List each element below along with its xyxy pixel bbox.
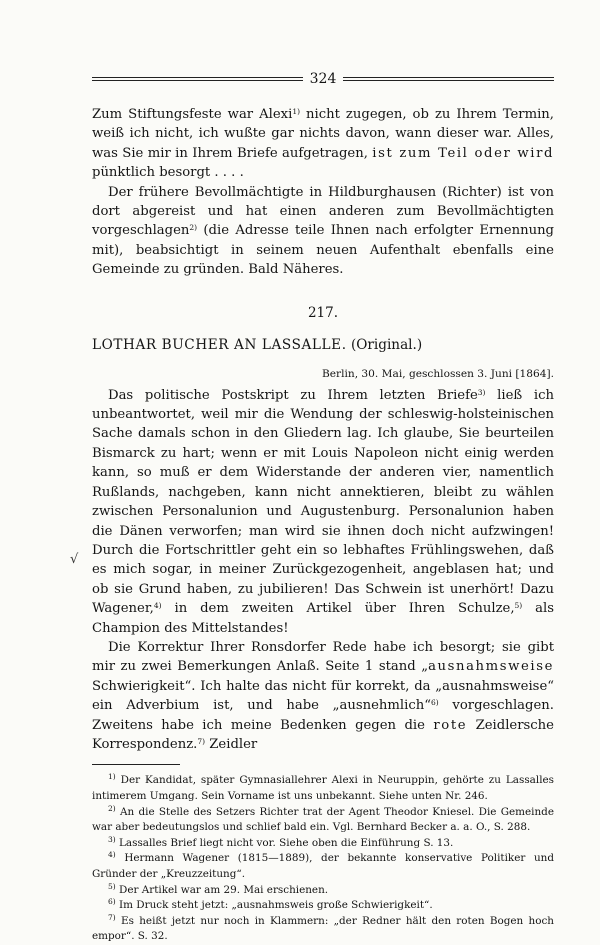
footnote-mark: 5) [108, 881, 116, 891]
footnote-ref: 7) [197, 736, 206, 746]
footnote-mark: 6) [108, 897, 116, 907]
page-number: 324 [309, 71, 337, 87]
footnote-mark: 1) [108, 772, 116, 782]
page-header [92, 68, 554, 90]
paragraph: Zum Stiftungsfeste war Alexi$^{1)}$ nicht zugegen, ob zu Ihrem Termin, weiß ich nicht, ich wußte gar nichts davon, wann dieser war. Alles, was Sie mir in Ihrem Briefe aufgetragen, ist zum Teil oder wird pünktlich besorgt . . . . [92, 107, 555, 181]
margin-check-mark: √ [70, 552, 79, 567]
footnote: $^{1)}$ Der Kandidat, später Gymnasiallehrer Alexi in Neuruppin, gehörte zu Lassalles intimerem Umgang. Sein Vorname ist uns unbekannt. Siehe unten Nr. 246. [92, 772, 554, 802]
footnote-ref: 3) [477, 387, 486, 397]
footnote: $^{2)}$ An die Stelle des Setzers Richter trat der Agent Theodor Kniesel. Die Gemeinde war aber bedeutungslos und schlief bald ein. Vgl. Bernhard Becker a. a. O., S. 288. [92, 803, 554, 834]
spaced-emphasis: rote [433, 717, 468, 733]
footnote-mark: 7) [108, 912, 116, 922]
footnote-ref: 5) [514, 601, 523, 611]
letter-number: 217. [307, 304, 339, 321]
footnote-rule [92, 764, 180, 765]
paragraph: Die Korrektur Ihrer Ronsdorfer Rede habe ich besorgt; sie gibt mir zu zwei Bemerkungen Anlaß. Seite 1 stand „ausnahmsweise Schwierigkeit“. Ich halte das nicht für korrekt, da „ausnahmsweise“ ein Adverbium ist, und habe „ausnehmlich“$^{6)}$ vorgeschlagen. Zweitens habe ich meine Bedenken gegen die rote Zeidlersche Korrespondenz.$^{7)}$ Zeidler [92, 639, 554, 752]
footnote-ref: 2) [189, 223, 198, 233]
page [92, 68, 554, 945]
header-rule-left [92, 77, 303, 81]
letter-source: (Original.) [350, 336, 423, 353]
footnote: $^{3)}$ Lassalles Brief liegt nicht vor. Siehe oben die Einführung S. 13. [108, 834, 454, 849]
footnote-mark: 4) [108, 850, 116, 860]
spaced-emphasis: ist zum Teil oder wird [372, 145, 555, 161]
paragraph: Das politische Postskript zu Ihrem letzten Briefe$^{3)}$ ließ ich unbeantwortet, weil mir die Wendung der schleswig-holsteinischen Sache damals schon in den Gliedern lag. Ich glaube, Sie beurteilen Bismarck zu hart; wenn er mit Louis Napoleon nicht einig werden kann, so muß er dem Widerstande der anderen vier, namentlich Rußlands, nachgeben, kann nicht annektieren, bleibt zu wählen zwischen Personalunion und Augustenburg. Personalunion haben die Dänen verworfen; man wird sie ihnen doch nicht aufzwingen! Durch die Fortschrittler geht ein so lebhaftes Frühlingswehen, daß es mich sogar, in meiner Zurückgezogenheit, angeblasen hat; und ob sie Grund haben, zu jubilieren! Das Schwein ist unerhört! Dazu Wagener,$^{4)}$ in dem zweiten Artikel über Ihren Schulze,$^{5)}$ als Champion des Mittelstandes! [92, 387, 554, 636]
footnote-ref: 4) [153, 601, 162, 611]
footnote: $^{7)}$ Es heißt jetzt nur noch in Klammern: „der Redner hält den roten Bogen hoch empor“. S. 32. [92, 912, 554, 943]
footnote: $^{4)}$ Hermann Wagener (1815—1889), der bekannte konservative Politiker und Gründer der „Kreuzzeitung“. [92, 850, 554, 880]
letter-dateline: Berlin, 30. Mai, geschlossen 3. Juni [1864]. [321, 367, 554, 380]
footnote-mark: 2) [108, 803, 116, 813]
letter-title: LOTHAR BUCHER AN LASSALLE. (Original.) [92, 336, 423, 353]
footnote: $^{6)}$ Im Druck steht jetzt: „ausnahmsweis große Schwierigkeit“. [108, 897, 433, 912]
main-text [92, 105, 554, 754]
footnote-ref: 1) [292, 107, 301, 116]
paragraph: Der frühere Bevollmächtigte in Hildburghausen (Richter) ist von dort abgereist und hat einen anderen zum Bevollmächtigten vorgeschlagen$^{2)}$ (die Adresse teile Ihnen nach erfolgter Ernennung mit), beabsichtigt in seinem neuen Aufenthalt ebenfalls eine Gemeinde zu gründen. Bald Näheres. [92, 184, 554, 278]
footnote: $^{5)}$ Der Artikel war am 29. Mai erschienen. [108, 881, 329, 896]
spaced-emphasis: ausnahmsweise [428, 659, 554, 675]
footnotes [92, 773, 554, 945]
footnote-ref: 6) [430, 698, 439, 708]
header-rule-right [343, 77, 554, 81]
footnote-mark: 3) [108, 834, 116, 844]
